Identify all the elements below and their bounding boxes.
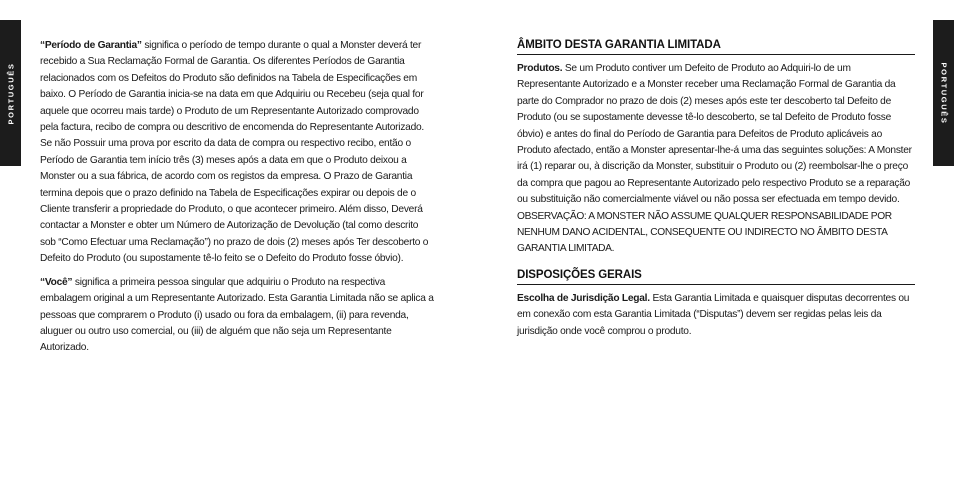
products-term: Produtos. (517, 63, 563, 74)
you-definition-paragraph (40, 275, 436, 357)
language-tab-left (0, 20, 21, 166)
scope-section-heading: ÂMBITO DESTA GARANTIA LIMITADA (517, 38, 915, 55)
you-definition-text: significa a primeira pessoa singular que adquiriu o Produto na respectiva embalagem original a um Representante Autorizado. Esta Garantia Limitada não se aplica a pessoas que comprarem o Produto (i) usado ou fora da embalagem, (ii) para revenda, aluguer ou outro uso comercial, ou (iii) de alguém que não seja um Representante Autorizado. (40, 276, 434, 354)
general-provisions-heading: DISPOSIÇÕES GERAIS (517, 268, 915, 285)
jurisdiction-text: Esta Garantia Limitada e quaisquer disputas decorrentes ou em conexão com esta Garantia Limitada (“Disputas”) devem ser regidas pelas leis da jurisdição onde você comprou o produto. (517, 292, 910, 337)
warranty-period-paragraph (40, 38, 436, 268)
jurisdiction-term: Escolha de Jurisdição Legal. (517, 292, 650, 304)
language-tab-right-label: PORTUGUÊS (939, 62, 948, 124)
products-text: Se um Produto contiver um Defeito de Produto ao Adquiri-lo de um Representante Autorizado e a Monster receber uma Reclamação Formal de Garantia da parte do Comprador no prazo de dois (2) meses após este ter descoberto tal Defeito de Produto (ou se supostamente devesse tê-lo descoberto, se tal Defeito de Produto fosse óbvio) e antes do final do Período de Garantia para Defeitos de Produto aplicáveis ao Produto afectado, então a Monster apresentar-lhe-á uma das seguintes soluções: A Monster irá (1) reparar ou, à discrição da Monster, substituir o Produto ou (2) reembolsar-lhe o preço da compra que pagou ao Representante Autorizado pelo respectivo Produto se a reparação ou substituição não comercialmente viável ou não possa ser efectuada em tempo devido. (517, 63, 912, 206)
warranty-period-term: “Período de Garantia” (40, 40, 142, 51)
warranty-period-text: significa o período de tempo durante o qual a Monster deverá ter recebido a Sua Reclamação Formal de Garantia. Os diferentes Períodos de Garantia relacionados com os Defeitos do Produto são definidos na Tabela de Especificações em baixo. O Período de Garantia inicia-se na data em que Adquiriu ou Recebeu (seja qual for aquele que ocorreu mais tarde) o Produto de um Representante Autorizado comprovado pela factura, recibo de compra ou descritivo de encomenda do Representante Autorizado. Se não Possuir uma prova por escrito da data de compra ou respectivo recibo, então o Período de Garantia tem início três (3) meses após a data em que o Produto deixou a Monster ou a sua fábrica, de acordo com os registos da empresa. O Prazo de Garantia termina depois que o prazo definido na Tabela de Especificações expirar ou depois de o Cliente transferir a propriedade do Produto, o que acontecer primeiro. Além disso, Deverá contactar a Monster e obter um Número de Autorização de Devolução (tal como descrito sob “Como Efectuar uma Reclamação”) no prazo de dois (2) meses após Ter descoberto o Defeito do Produto (ou supostamente tê-lo feito se o Defeito do Produto fosse óbvio). (40, 40, 429, 265)
you-definition-term: “Você” (40, 276, 73, 288)
jurisdiction-paragraph (517, 291, 915, 340)
products-paragraph (517, 61, 915, 258)
right-page (477, 0, 954, 477)
left-column (40, 38, 436, 364)
right-column (517, 38, 915, 347)
language-tab-right (933, 20, 954, 166)
language-tab-left-label: PORTUGUÊS (6, 62, 15, 124)
products-disclaimer: OBSERVAÇÃO: A MONSTER NÃO ASSUME QUALQUER RESPONSABILIDADE POR NENHUM DANO ACIDENTAL, CONSEQUENTE OU INDIRECTO NO ÂMBITO DESTA GARANTIA LIMITADA. (517, 210, 892, 255)
